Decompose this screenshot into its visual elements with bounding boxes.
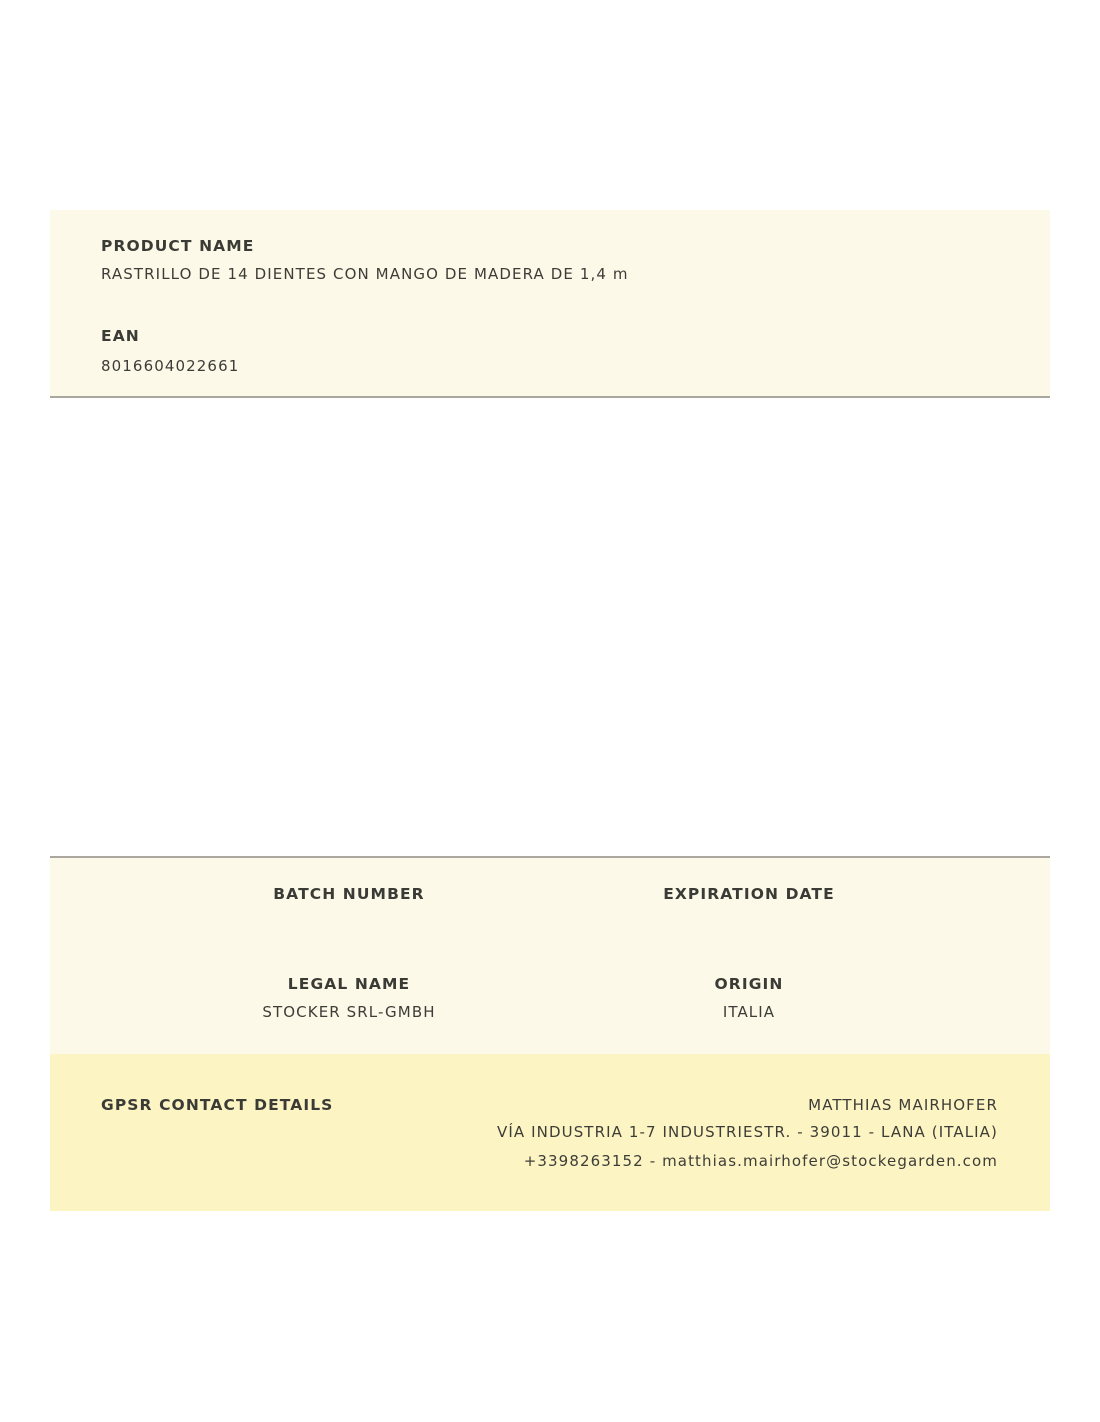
product-name-value: RASTRILLO DE 14 DIENTES CON MANGO DE MADERA DE 1,4 m	[101, 265, 629, 283]
contact-phone-email: +3398263152 - matthias.mairhofer@stockegarden.com	[523, 1152, 998, 1170]
gpsr-contact-label: GPSR CONTACT DETAILS	[101, 1096, 334, 1114]
legal-name-value: STOCKER SRL-GMBH	[262, 1003, 436, 1021]
origin-label: ORIGIN	[714, 975, 784, 993]
legal-name-label: LEGAL NAME	[287, 975, 411, 993]
product-name-label: PRODUCT NAME	[101, 237, 255, 255]
contact-name: MATTHIAS MAIRHOFER	[808, 1096, 998, 1114]
gpsr-contact-panel	[50, 1054, 1050, 1211]
legal-name-field	[149, 975, 549, 1021]
batch-number-label: BATCH NUMBER	[273, 885, 425, 903]
product-details-panel	[50, 856, 1050, 1056]
batch-number-field	[149, 885, 549, 913]
origin-value: ITALIA	[722, 1003, 776, 1021]
ean-label: EAN	[101, 327, 140, 345]
contact-address: VÍA INDUSTRIA 1-7 INDUSTRIESTR. - 39011 - LANA (ITALIA)	[497, 1123, 998, 1141]
expiration-date-label: EXPIRATION DATE	[663, 885, 835, 903]
expiration-date-field	[549, 885, 949, 913]
product-info-panel	[50, 210, 1050, 398]
origin-field	[549, 975, 949, 1021]
ean-value: 8016604022661	[101, 357, 240, 375]
